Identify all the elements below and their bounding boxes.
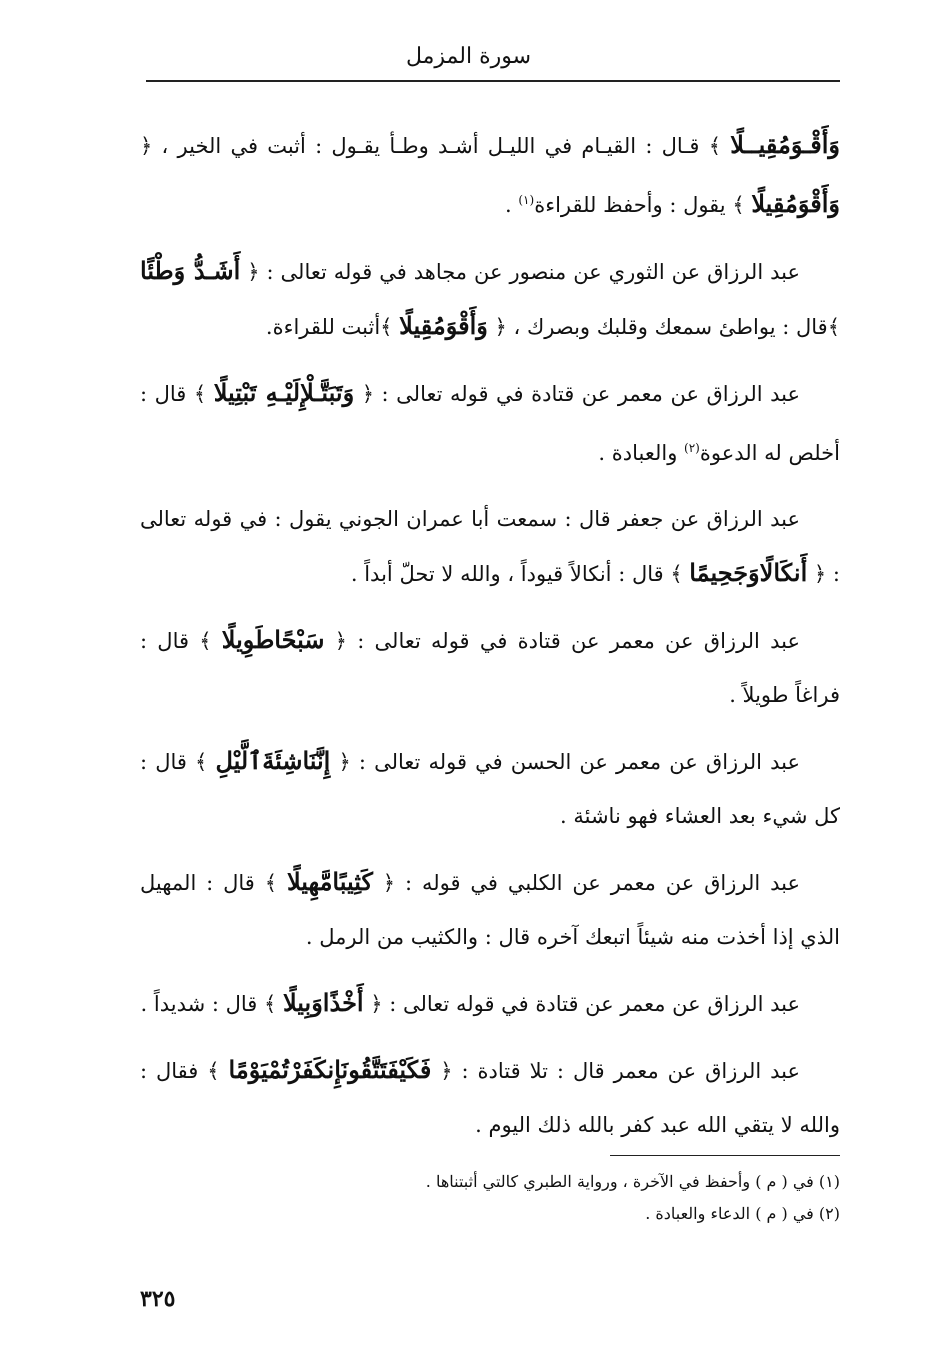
paragraph-text: عبد الرزاق عن معمر عن قتادة في قوله تعالى : — [347, 629, 801, 653]
ayah-bracket: ﴿ — [354, 382, 375, 406]
ayah-bracket: ﴿ — [330, 750, 351, 774]
header-rule — [146, 80, 840, 82]
quran-verse: وَتَبَتَّـلْإِلَيْـهِ تَبْتِيلًا — [213, 378, 355, 407]
paragraph — [140, 855, 840, 964]
quran-verse: وَأَقْـوَمُقِيــلًا — [730, 130, 840, 159]
ayah-bracket: ﴿ — [240, 260, 260, 284]
paragraph — [140, 244, 840, 354]
ayah-bracket: ﴾ — [257, 992, 283, 1016]
footnote-2: (٢) في ( م ) الدعاء والعبادة . — [645, 1204, 840, 1223]
paragraph-text: يقول : وأحفظ للقراءة — [534, 193, 726, 217]
quran-verse: فَكَيْفَتَتَّقُونَإِنكَفَرْتُمْيَوْمًا — [228, 1055, 432, 1084]
ayah-bracket: ﴾ — [725, 193, 752, 217]
paragraph — [140, 613, 840, 722]
ayah-bracket: ﴿ — [372, 871, 396, 895]
paragraph — [140, 976, 840, 1031]
ayah-bracket: ﴿ — [807, 562, 827, 586]
ayah-bracket: ﴾ — [198, 1059, 229, 1083]
paragraph-text: . — [505, 193, 519, 217]
paragraph-text: قال : كل شيء بعد العشاء فهو ناشئة . — [140, 750, 840, 828]
paragraph — [140, 118, 840, 232]
paragraph-text: عبد الرزاق عن معمر قال : تلا قتادة : — [452, 1059, 801, 1083]
paragraph-text: عبد الرزاق عن معمر عن قتادة في قوله تعالى : — [382, 992, 800, 1016]
footnote-rule — [610, 1155, 840, 1156]
ayah-bracket: ﴾ — [699, 134, 731, 158]
body-text — [140, 118, 840, 1164]
quran-verse: وَأَقْوَمُقِيلًا — [399, 311, 488, 340]
paragraph-text: عبد الرزاق عن الثوري عن منصور عن مجاهد في قوله تعالى : — [259, 260, 801, 284]
paragraph — [140, 1043, 840, 1152]
paragraph-text: والعبادة . — [598, 441, 685, 465]
paragraph — [140, 492, 840, 601]
footnotes — [300, 1166, 840, 1230]
paragraph-text: عبد الرزاق عن معمر عن الكلبي في قوله : — [395, 871, 801, 895]
quran-verse: أَنكَالًاوَجَحِيمًا — [689, 558, 808, 587]
footnote-1: (١) في ( م ) وأحفظ في الآخرة ، ورواية الطبري كالتي أثبتناها . — [425, 1172, 840, 1191]
ayah-bracket: ﴿ — [363, 992, 383, 1016]
paragraph-text: قال : أخلص له الدعوة — [140, 382, 840, 465]
footnote-marker: (١) — [518, 193, 535, 207]
running-header-title: سورة المزمل — [405, 44, 532, 69]
footnote-marker: (٢) — [684, 441, 700, 455]
ayah-bracket: ﴾ — [827, 315, 840, 339]
ayah-bracket: ﴾ — [254, 871, 287, 895]
page-number: ٣٢٥ — [140, 1286, 176, 1312]
quran-verse: كَثِيبًامَّهِيلًا — [286, 867, 373, 896]
quran-verse: أَخْذًاوَبِيلًا — [282, 988, 364, 1017]
ayah-bracket: ﴾ — [186, 382, 214, 406]
quran-verse: إِنَّنَاشِئَةَٱلَّيْلِ — [215, 746, 331, 775]
paragraph-text: قال : المهيل الذي إذا أخذت منه شيئاً اتبعك آخره قال : والكثيب من الرمل . — [140, 871, 840, 949]
paragraph-text: أثبت للقراءة. — [265, 315, 381, 339]
paragraph — [140, 734, 840, 843]
paragraph-text: قال : شديداً . — [140, 992, 258, 1016]
paragraph-text: قـال : القيـام في الليـل أشـد وطـأ يقـول : أثبت في الخير ، — [152, 134, 700, 158]
ayah-bracket: ﴿ — [487, 315, 507, 339]
quran-verse: وَأَقْوَمُقِيلًا — [751, 189, 840, 218]
ayah-bracket: ﴾ — [663, 562, 690, 586]
paragraph-text: عبد الرزاق عن جعفر قال : سمعت أبا عمران الجوني يقول : في قوله تعالى : — [140, 507, 840, 586]
ayah-bracket: ﴿ — [324, 629, 347, 653]
paragraph-text: قال : فراغاً طويلاً . — [140, 629, 840, 707]
quran-verse: سَبْحًاطَوِيلًا — [221, 625, 325, 654]
ayah-bracket: ﴿ — [431, 1059, 453, 1083]
paragraph-text: قال : يواطئ سمعك وقلبك وبصرك ، — [506, 315, 828, 339]
paragraph — [140, 366, 840, 480]
ayah-bracket: ﴾ — [189, 629, 222, 653]
paragraph-text: عبد الرزاق عن معمر عن قتادة في قوله تعالى : — [374, 382, 801, 406]
quran-verse: أَشَـدُّ وَطْئًا — [140, 256, 241, 285]
ayah-bracket: ﴿ — [140, 134, 153, 158]
paragraph-text: فقال : والله لا يتقي الله عبد كفر بالله ذلك اليوم . — [140, 1059, 840, 1137]
ayah-bracket: ﴾ — [380, 315, 400, 339]
paragraph-text: قال : أنكالاً قيوداً ، والله لا تحلّ أبداً . — [350, 562, 664, 586]
paragraph-text: عبد الرزاق عن معمر عن الحسن في قوله تعالى : — [350, 750, 800, 774]
ayah-bracket: ﴾ — [186, 750, 216, 774]
